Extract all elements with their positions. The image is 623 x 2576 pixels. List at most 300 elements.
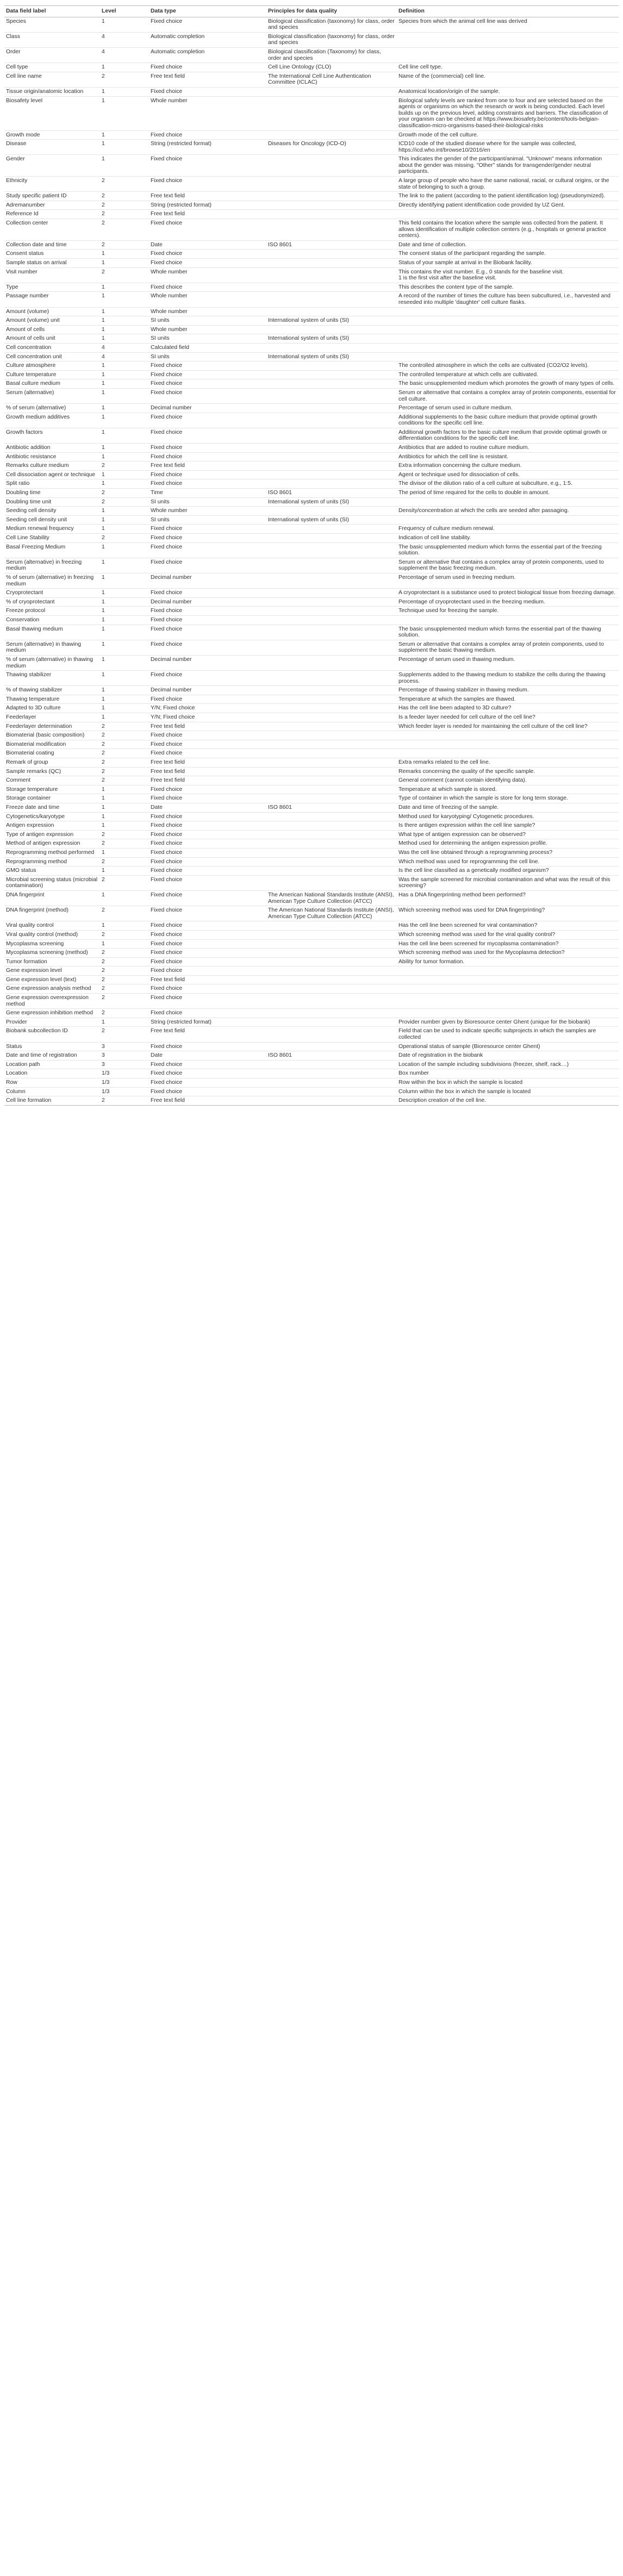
definition-cell: Density/concentration at which the cells are seeded after passaging. [398, 508, 569, 514]
level-cell: 1 [102, 590, 105, 596]
table-row [4, 906, 619, 921]
definition-cell: This field contains the location where the sample was collected from the patient. It allows identification of multiple collection centers (e.g., hospitals or general practice centers). [398, 220, 607, 239]
table-row [4, 1087, 619, 1096]
data-field-label-cell: Cell line formation [6, 1097, 52, 1104]
definition-cell: Has the cell line been screened for mycoplasma contamination? [398, 940, 559, 947]
data-type-cell: Fixed choice [151, 471, 183, 478]
data-type-cell: Fixed choice [151, 414, 183, 420]
table-row [4, 470, 619, 479]
principles-cell [266, 966, 397, 976]
principles-cell [266, 343, 397, 352]
data-type-cell: Fixed choice [151, 822, 183, 829]
data-type-cell: Fixed choice [151, 1010, 183, 1016]
level-cell: 1 [102, 429, 105, 435]
level-cell: 1 [102, 849, 105, 856]
data-type-cell: SI units [151, 335, 170, 342]
level-cell: 2 [102, 73, 105, 79]
table-row [4, 507, 619, 516]
data-field-label-cell: Provider [6, 1019, 27, 1025]
principles-cell [266, 749, 397, 758]
data-field-label-cell: Thawing stabilizer [6, 672, 52, 678]
level-cell: 1 [102, 608, 105, 614]
data-field-label-cell: Storage container [6, 795, 51, 802]
table-row [4, 1051, 619, 1061]
data-type-cell: Fixed choice [151, 1043, 183, 1050]
level-cell: 1/3 [102, 1088, 110, 1095]
level-cell: 2 [102, 876, 105, 883]
data-field-label-cell: Growth mode [6, 132, 40, 138]
data-field-label-cell: Type [6, 284, 18, 290]
data-field-label-cell: Culture temperature [6, 371, 57, 378]
principles-cell [266, 542, 397, 558]
level-cell: 2 [102, 976, 105, 983]
data-field-label-cell: Study specific patient ID [6, 193, 67, 199]
principles-cell [266, 713, 397, 722]
definition-cell: A large group of people who have the same national, racial, or cultural origins, or the state of belonging to such a group. [398, 178, 609, 190]
level-cell: 1 [102, 687, 105, 694]
data-field-label-cell: Culture atmosphere [6, 363, 56, 369]
level-cell: 1 [102, 672, 105, 678]
level-cell: 1 [102, 705, 105, 712]
data-field-label-cell: Feederlayer determination [6, 723, 72, 729]
level-cell: 1 [102, 445, 105, 451]
table-row [4, 821, 619, 831]
table-row [4, 671, 619, 686]
definition-cell [397, 749, 619, 758]
data-type-cell: Free text field [151, 211, 185, 217]
principles-cell [266, 848, 397, 857]
data-type-cell: Fixed choice [151, 641, 183, 647]
definition-cell: Serum or alternative that contains a complex array of protein components, used to supplement the basic freezing medium. [398, 559, 604, 572]
level-cell: 2 [102, 211, 105, 217]
definition-cell: Which screening method was used for the viral quality control? [398, 931, 556, 938]
data-field-label-cell: Tissue origin/anatomic location [6, 88, 84, 95]
principles-cell [266, 219, 397, 241]
table-row [4, 875, 619, 890]
principles-cell [266, 1027, 397, 1042]
table-row [4, 785, 619, 794]
definition-cell: This describes the content type of the sample. [398, 284, 514, 290]
data-type-cell: String (restricted format) [151, 141, 212, 147]
table-row [4, 857, 619, 866]
table-row [4, 1018, 619, 1027]
table-row [4, 404, 619, 413]
data-type-cell: Fixed choice [151, 260, 183, 266]
data-type-cell: Fixed choice [151, 626, 183, 632]
principles-cell [266, 558, 397, 573]
table-row [4, 939, 619, 949]
header-data-type: Data type [149, 6, 266, 17]
data-field-label-cell: Biomaterial coating [6, 750, 54, 757]
principles-cell [266, 534, 397, 543]
level-cell: 1 [102, 526, 105, 532]
level-cell: 1 [102, 891, 105, 898]
table-row [4, 96, 619, 130]
principles-cell: ISO 8601 [268, 1052, 292, 1059]
table-row [4, 1009, 619, 1018]
principles-cell [266, 1018, 397, 1027]
data-type-cell: Fixed choice [151, 1061, 183, 1068]
data-type-cell: SI units [151, 353, 170, 360]
data-field-label-cell: Amount of cells [6, 326, 45, 333]
principles-cell [266, 452, 397, 461]
data-type-cell: Fixed choice [151, 950, 183, 956]
data-type-cell: Fixed choice [151, 381, 183, 387]
principles-cell [266, 267, 397, 283]
data-field-label-cell: Type of antigen expression [6, 831, 74, 838]
data-field-label-cell: Serum (alternative) [6, 389, 54, 396]
table-row [4, 655, 619, 670]
definition-cell: The basic unsupplemented medium which forms the essential part of the freezing solution. [398, 544, 602, 557]
data-field-label-cell: Seeding cell density [6, 508, 57, 514]
data-field-label-cell: Cell type [6, 64, 28, 71]
data-field-label-cell: Split ratio [6, 481, 30, 487]
data-type-cell: Fixed choice [151, 891, 183, 898]
table-row [4, 542, 619, 558]
data-field-label-cell: Remark of group [6, 759, 48, 766]
principles-cell [266, 155, 397, 177]
principles-cell: International system of units (SI) [268, 353, 349, 360]
data-field-label-cell: Gene expression analysis method [6, 986, 91, 992]
table-row [4, 830, 619, 839]
principles-cell [266, 984, 397, 994]
table-row [4, 32, 619, 47]
principles-cell: Biological classification (Taxonomy) for class, order and species [268, 48, 381, 61]
definition-cell [397, 325, 619, 334]
principles-cell [266, 857, 397, 866]
table-row [4, 1078, 619, 1088]
data-field-label-cell: Species [6, 18, 26, 24]
table-row [4, 686, 619, 695]
level-cell: 1 [102, 940, 105, 947]
principles-cell: International system of units (SI) [268, 516, 349, 523]
data-field-label-cell: Order [6, 48, 21, 55]
principles-cell [266, 875, 397, 890]
definition-cell: Agent or technique used for dissociation of cells. [398, 471, 520, 478]
principles-cell [266, 625, 397, 640]
definition-cell: Percentage of serum used in freezing medium. [398, 574, 516, 581]
data-type-cell: Decimal number [151, 405, 192, 411]
definition-cell: Has the cell line been adapted to 3D culture? [398, 705, 512, 712]
definition-cell [397, 32, 619, 47]
data-type-cell: Free text field [151, 73, 185, 79]
level-cell: 3 [102, 1052, 105, 1059]
table-row [4, 573, 619, 588]
principles-cell [266, 470, 397, 479]
data-field-label-cell: Comment [6, 777, 31, 784]
header-principles-for-data-quality: Principles for data quality [266, 6, 397, 17]
principles-cell [266, 461, 397, 471]
data-type-cell: Free text field [151, 1028, 185, 1034]
level-cell: 1 [102, 822, 105, 829]
table-row [4, 361, 619, 371]
definition-cell: Species from which the animal cell line was derived [398, 18, 527, 24]
table-row [4, 1042, 619, 1051]
level-cell: 1 [102, 922, 105, 929]
data-field-label-cell: Disease [6, 141, 27, 147]
data-field-label-cell: Gender [6, 156, 25, 163]
definition-cell: Was the sample screened for microbial contamination and what was the result of this screening? [398, 876, 610, 889]
definition-cell: A record of the number of times the culture has been subcultured, i.e., harvested and reseeded into multiple 'daughter' cell culture flasks. [398, 293, 610, 305]
table-row [4, 525, 619, 534]
table-row [4, 704, 619, 713]
level-cell: 2 [102, 1010, 105, 1016]
data-type-cell: Fixed choice [151, 88, 183, 95]
principles-cell [266, 615, 397, 625]
principles-cell [266, 1009, 397, 1018]
level-cell: 2 [102, 907, 105, 914]
table-row [4, 722, 619, 731]
principles-cell [266, 597, 397, 607]
definition-cell [397, 515, 619, 525]
definition-cell: Method used for karyotyping/ Cytogenetic procedures. [398, 813, 534, 820]
data-field-label-cell: Row [6, 1080, 17, 1086]
data-type-cell: Fixed choice [151, 389, 183, 396]
principles-cell: Cell Line Ontology (CLO) [268, 64, 332, 71]
principles-cell [266, 785, 397, 794]
definition-cell: Ability for tumor formation. [398, 958, 465, 965]
table-row [4, 63, 619, 72]
principles-cell [266, 767, 397, 776]
definition-cell: Indication of cell line stability. [398, 535, 471, 541]
data-field-label-cell: Mycoplasma screening (method) [6, 950, 88, 956]
definition-cell: Date and time of collection. [398, 241, 467, 248]
data-type-cell: Fixed choice [151, 922, 183, 929]
table-row [4, 87, 619, 96]
definition-cell: Percentage of thawing stabilizer in thawing medium. [398, 687, 529, 694]
table-row [4, 210, 619, 219]
level-cell: 1 [102, 371, 105, 378]
principles-cell [266, 1060, 397, 1069]
definition-cell: The basic unsupplemented medium which promotes the growth of many types of cells. [398, 381, 615, 387]
definition-cell: Extra remarks related to the cell line. [398, 759, 490, 766]
data-field-label-cell: Gene expression level [6, 968, 62, 974]
definition-cell: Box number [398, 1070, 429, 1077]
definition-cell: Extra information concerning the culture medium. [398, 463, 522, 469]
definition-cell: Is there antigen expression within the cell line sample? [398, 822, 535, 829]
data-field-label-cell: Visit number [6, 269, 38, 275]
level-cell: 1 [102, 559, 105, 565]
table-row [4, 370, 619, 379]
level-cell: 2 [102, 858, 105, 865]
data-type-cell: Whole number [151, 326, 188, 333]
level-cell: 1 [102, 453, 105, 460]
data-type-cell: Automatic completion [151, 33, 205, 40]
data-field-label-cell: Basal thawing medium [6, 626, 63, 632]
data-type-cell: Fixed choice [151, 132, 183, 138]
level-cell: 1 [102, 64, 105, 71]
data-type-cell: Fixed choice [151, 840, 183, 847]
data-type-cell: Fixed choice [151, 968, 183, 974]
principles-cell [266, 776, 397, 785]
definition-cell [397, 497, 619, 507]
data-type-cell: Whole number [151, 97, 188, 104]
principles-cell [266, 370, 397, 379]
table-row [4, 695, 619, 704]
principles-cell [266, 731, 397, 740]
level-cell: 1 [102, 284, 105, 290]
table-row [4, 325, 619, 334]
level-cell: 2 [102, 950, 105, 956]
data-type-cell: Fixed choice [151, 535, 183, 541]
data-field-label-cell: Antigen expression [6, 822, 54, 829]
data-type-cell: Fixed choice [151, 178, 183, 184]
principles-cell [266, 740, 397, 749]
data-field-label-cell: Cryoprotectant [6, 590, 43, 596]
principles-cell [266, 695, 397, 704]
level-cell: 4 [102, 344, 105, 351]
definition-cell: Remarks concerning the quality of the specific sample. [398, 768, 535, 775]
table-row [4, 930, 619, 939]
definition-cell [397, 731, 619, 740]
principles-cell [266, 250, 397, 259]
level-cell: 3 [102, 1043, 105, 1050]
principles-cell [266, 607, 397, 616]
level-cell: 1 [102, 381, 105, 387]
data-type-cell: Free text field [151, 759, 185, 766]
table-row [4, 776, 619, 785]
data-field-label-cell: Ethnicity [6, 178, 28, 184]
level-cell: 2 [102, 535, 105, 541]
level-cell: 1 [102, 574, 105, 581]
table-row [4, 957, 619, 966]
principles-cell [266, 259, 397, 268]
principles-cell: ISO 8601 [268, 490, 292, 496]
data-fields-table [4, 5, 619, 1106]
data-field-label-cell: Biosafety level [6, 97, 42, 104]
definition-cell: Technique used for freezing the sample. [398, 608, 499, 614]
table-row [4, 921, 619, 931]
definition-cell: Serum or alternative that contains a complex array of protein components, essential for cell culture. [398, 389, 616, 402]
table-row [4, 259, 619, 268]
level-cell: 1 [102, 363, 105, 369]
table-row [4, 607, 619, 616]
level-cell: 1 [102, 626, 105, 632]
header-row [4, 6, 619, 17]
level-cell: 2 [102, 241, 105, 248]
definition-cell [397, 210, 619, 219]
data-field-label-cell: Doubling time unit [6, 498, 52, 505]
principles-cell [266, 283, 397, 292]
data-type-cell: Fixed choice [151, 481, 183, 487]
level-cell: 2 [102, 178, 105, 184]
principles-cell [266, 210, 397, 219]
definition-cell: Date and time of freezing of the sample. [398, 804, 499, 810]
level-cell: 2 [102, 768, 105, 775]
principles-cell [266, 921, 397, 931]
data-type-cell: Fixed choice [151, 284, 183, 290]
data-type-cell: Decimal number [151, 574, 192, 581]
data-field-label-cell: Reprogramming method [6, 858, 67, 865]
principles-cell: The American National Standards Institute (ANSI), American Type Culture Collection (ATCC) [268, 891, 394, 905]
data-type-cell: Fixed choice [151, 429, 183, 435]
principles-cell [266, 1096, 397, 1106]
header-data-field-label: Data field label [4, 6, 100, 17]
data-type-cell: Fixed choice [151, 608, 183, 614]
definition-cell: Percentage of serum used in culture medium. [398, 405, 513, 411]
table-row [4, 316, 619, 326]
data-field-label-cell: Location path [6, 1061, 40, 1068]
level-cell: 2 [102, 741, 105, 747]
table-row [4, 192, 619, 201]
data-field-label-cell: Tumor formation [6, 958, 47, 965]
table-row [4, 334, 619, 344]
data-type-cell: Fixed choice [151, 18, 183, 24]
definition-cell: Was the cell line obtained through a reprogramming process? [398, 849, 553, 856]
level-cell: 1 [102, 868, 105, 874]
table-row [4, 640, 619, 655]
data-type-cell: Fixed choice [151, 672, 183, 678]
table-row [4, 479, 619, 489]
table-row [4, 428, 619, 443]
data-field-label-cell: % of serum (alternative) in thawing medium [6, 656, 93, 669]
level-cell: 1 [102, 335, 105, 342]
definition-cell: The consent status of the participant regarding the sample. [398, 251, 546, 257]
principles-cell: ISO 8601 [268, 241, 292, 248]
table-row [4, 975, 619, 984]
principles-cell [266, 192, 397, 201]
principles-cell [266, 573, 397, 588]
table-row [4, 749, 619, 758]
table-row [4, 625, 619, 640]
data-type-cell: Decimal number [151, 598, 192, 605]
definition-cell [397, 994, 619, 1009]
data-field-label-cell: Serum (alternative) in freezing medium [6, 559, 82, 572]
definition-cell: This contains the visit number. E.g., 0 stands for the baseline visit. 1 is the first visit after the baseline visit. [398, 269, 564, 282]
definition-cell: Which screening method was used for DNA fingerprinting? [398, 907, 545, 914]
data-type-cell: Fixed choice [151, 453, 183, 460]
data-type-cell: Free text field [151, 193, 185, 199]
data-field-label-cell: Collection date and time [6, 241, 67, 248]
principles-cell [266, 671, 397, 686]
principles-cell [266, 1087, 397, 1096]
principles-cell [266, 525, 397, 534]
data-type-cell: Fixed choice [151, 371, 183, 378]
definition-cell: Field that can be used to indicate specific subprojects in which the samples are collected [398, 1028, 596, 1041]
data-type-cell: Free text field [151, 723, 185, 729]
data-type-cell: SI units [151, 498, 170, 505]
definition-cell: Directly identifying patient identification code provided by UZ Gent. [398, 202, 565, 208]
data-field-label-cell: Cell dissociation agent or technique [6, 471, 96, 478]
data-type-cell: Date [151, 241, 163, 248]
data-type-cell: Fixed choice [151, 1088, 183, 1095]
table-row [4, 250, 619, 259]
principles-cell [266, 379, 397, 389]
data-field-label-cell: Cell line name [6, 73, 42, 79]
data-field-label-cell: Adremanumber [6, 202, 45, 208]
principles-cell [266, 655, 397, 670]
principles-cell [266, 507, 397, 516]
data-type-cell: Free text field [151, 1097, 185, 1104]
data-field-label-cell: Doubling time [6, 490, 41, 496]
principles-cell [266, 686, 397, 695]
table-row [4, 497, 619, 507]
header-definition: Definition [397, 6, 619, 17]
table-body [4, 17, 619, 1105]
level-cell: 2 [102, 968, 105, 974]
data-type-cell: Fixed choice [151, 786, 183, 793]
table-row [4, 307, 619, 316]
definition-cell: Has a DNA fingerprinting method been performed? [398, 891, 526, 898]
level-cell: 1 [102, 97, 105, 104]
definition-cell: Name of the (commercial) cell line. [398, 73, 485, 79]
table-row [4, 47, 619, 63]
definition-cell: ICD10 code of the studied disease where for the sample was collected, https://icd.who.int/browse10/2016/en [398, 141, 576, 153]
definition-cell: Supplements added to the thawing medium to stabilize the cells during the thawing process. [398, 672, 606, 684]
level-cell: 1 [102, 795, 105, 802]
table-row [4, 794, 619, 803]
principles-cell [266, 388, 397, 403]
